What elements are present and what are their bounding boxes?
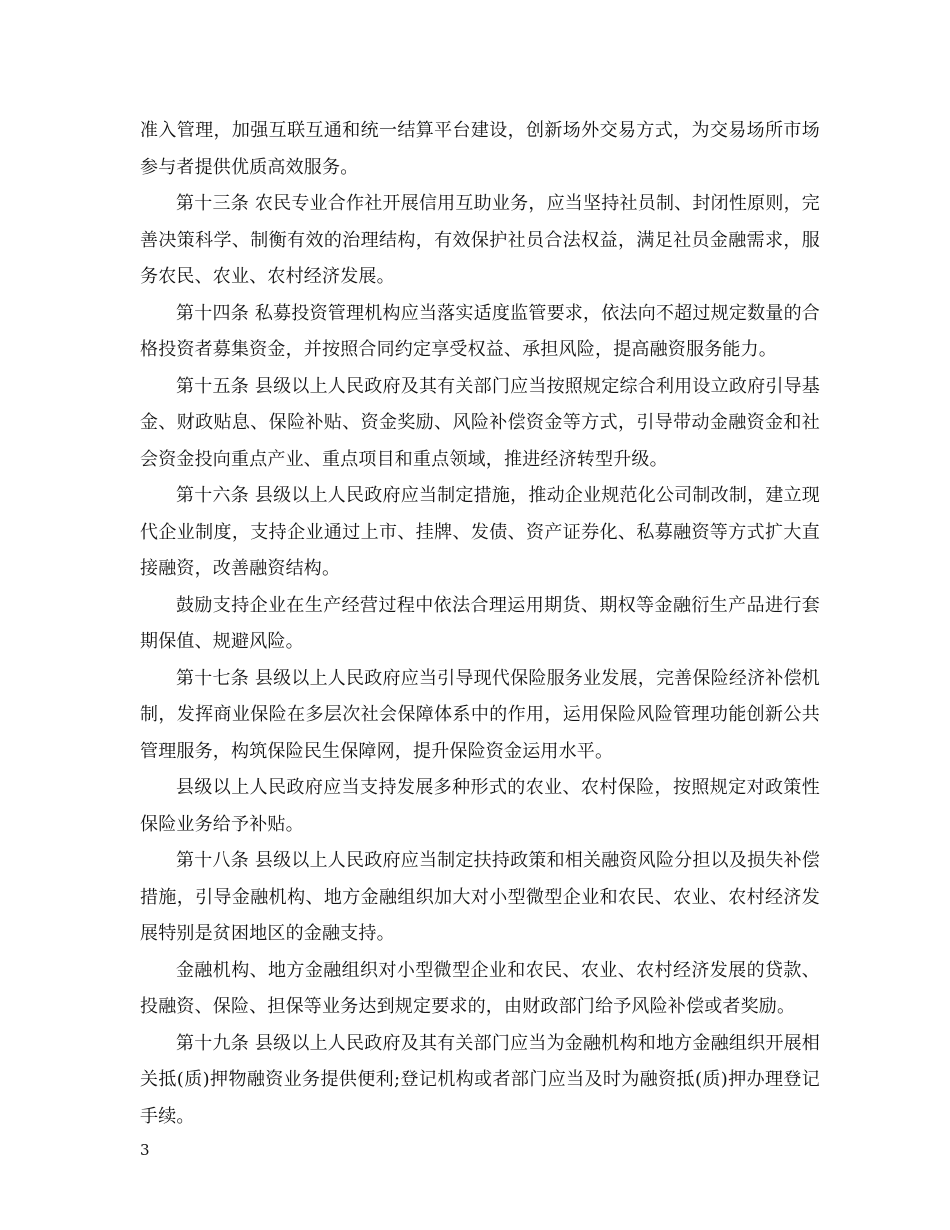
paragraph-article-19: 第十九条 县级以上人民政府及其有关部门应当为金融机构和地方金融组织开展相关抵(质)押物融资业务提供便利;登记机构或者部门应当及时为融资抵(质)押办理登记手续。 xyxy=(140,1032,820,1127)
paragraph-article-16: 第十六条 县级以上人民政府应当制定措施，推动企业规范化公司制改制，建立现代企业制度，支持企业通过上市、挂牌、发债、资产证券化、私募融资等方式扩大直接融资，改善融资结构。 xyxy=(140,485,820,579)
paragraph-article-18-supplement: 金融机构、地方金融组织对小型微型企业和农民、农业、农村经济发展的贷款、投融资、保险、担保等业务达到规定要求的，由财政部门给予风险补偿或者奖励。 xyxy=(140,959,820,1017)
paragraph-article-13: 第十三条 农民专业合作社开展信用互助业务，应当坚持社员制、封闭性原则，完善决策科学、制衡有效的治理结构，有效保护社员合法权益，满足社员金融需求，服务农民、农业、农村经济发展。 xyxy=(140,193,820,287)
paragraph-article-15: 第十五条 县级以上人民政府及其有关部门应当按照规定综合利用设立政府引导基金、财政贴息、保险补贴、资金奖励、风险补偿资金等方式，引导带动金融资金和社会资金投向重点产业、重点项目和重点领域，推进经济转型升级。 xyxy=(140,375,820,470)
paragraph-article-14: 第十四条 私募投资管理机构应当落实适度监管要求，依法向不超过规定数量的合格投资者募集资金，并按照合同约定享受权益、承担风险，提高融资服务能力。 xyxy=(140,302,820,360)
paragraph-article-18: 第十八条 县级以上人民政府应当制定扶持政策和相关融资风险分担以及损失补偿措施，引导金融机构、地方金融组织加大对小型微型企业和农民、农业、农村经济发展特别是贫困地区的金融支持。 xyxy=(140,850,820,944)
page-number: 3 xyxy=(140,1141,150,1159)
paragraph-article-16-supplement: 鼓励支持企业在生产经营过程中依法合理运用期货、期权等金融衍生产品进行套期保值、规避风险。 xyxy=(140,594,820,652)
paragraph-article-17: 第十七条 县级以上人民政府应当引导现代保险服务业发展，完善保险经济补偿机制，发挥商业保险在多层次社会保障体系中的作用，运用保险风险管理功能创新公共管理服务，构筑保险民生保障网，提升保险资金运用水平。 xyxy=(140,667,820,762)
document-body xyxy=(140,113,820,1135)
paragraph-article-17-supplement: 县级以上人民政府应当支持发展多种形式的农业、农村保险，按照规定对政策性保险业务给予补贴。 xyxy=(140,777,820,835)
paragraph-continuation: 准入管理，加强互联互通和统一结算平台建设，创新场外交易方式，为交易场所市场参与者提供优质高效服务。 xyxy=(140,120,820,178)
